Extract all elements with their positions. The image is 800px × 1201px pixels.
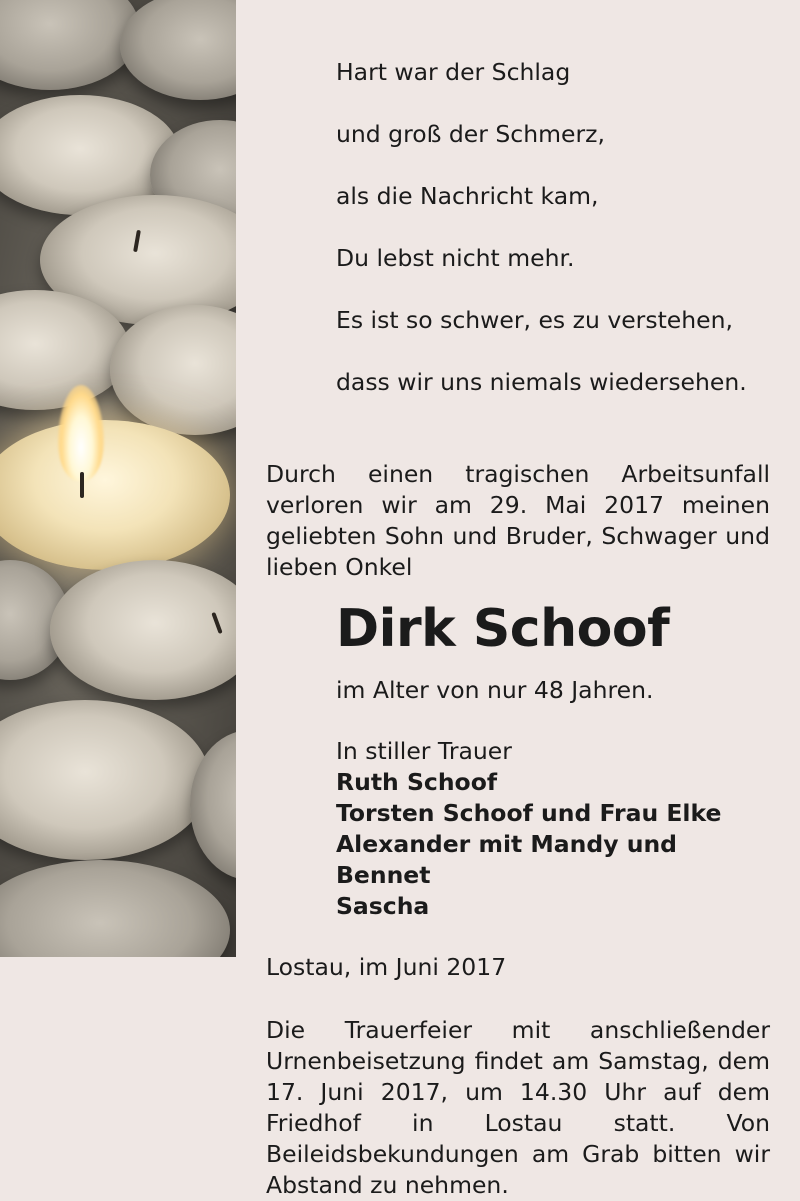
poem-line: Hart war der Schlag [336,58,571,86]
funeral-details: Die Trauerfeier mit anschließender Urnenbeisetzung findet am Samstag, dem 17. Juni 2017, um 14.30 Uhr auf dem Friedhof in Lostau statt. Von Beileidsbekundungen am Grab bitten wir Abstand zu nehmen. [266,1016,770,1199]
place-date: Lostau, im Juni 2017 [266,953,507,981]
candles-photo [0,0,236,957]
flame-icon [58,385,104,481]
mourners-heading: In stiller Trauer [336,737,512,765]
mourner-name: Alexander mit Mandy und Bennet [336,830,677,889]
poem-line: und groß der Schmerz, [336,120,605,148]
mourner-name: Torsten Schoof und Frau Elke [336,799,722,827]
poem [336,26,770,429]
mourner-name: Ruth Schoof [336,768,498,796]
poem-line: dass wir uns niemals wiedersehen. [336,368,747,396]
age-line: im Alter von nur 48 Jahren. [336,676,654,704]
poem-line: Es ist so schwer, es zu verstehen, [336,306,733,334]
deceased-name: Dirk Schoof [336,599,670,659]
intro-paragraph: Durch einen tragischen Arbeitsunfall verloren wir am 29. Mai 2017 meinen geliebten Sohn und Bruder, Schwager und lieben Onkel [266,460,770,581]
mourner-name: Sascha [336,892,430,920]
poem-line: Du lebst nicht mehr. [336,244,575,272]
notice-text [236,0,800,1199]
mourners-block [336,736,770,922]
poem-line: als die Nachricht kam, [336,182,599,210]
lit-candle [0,420,230,570]
